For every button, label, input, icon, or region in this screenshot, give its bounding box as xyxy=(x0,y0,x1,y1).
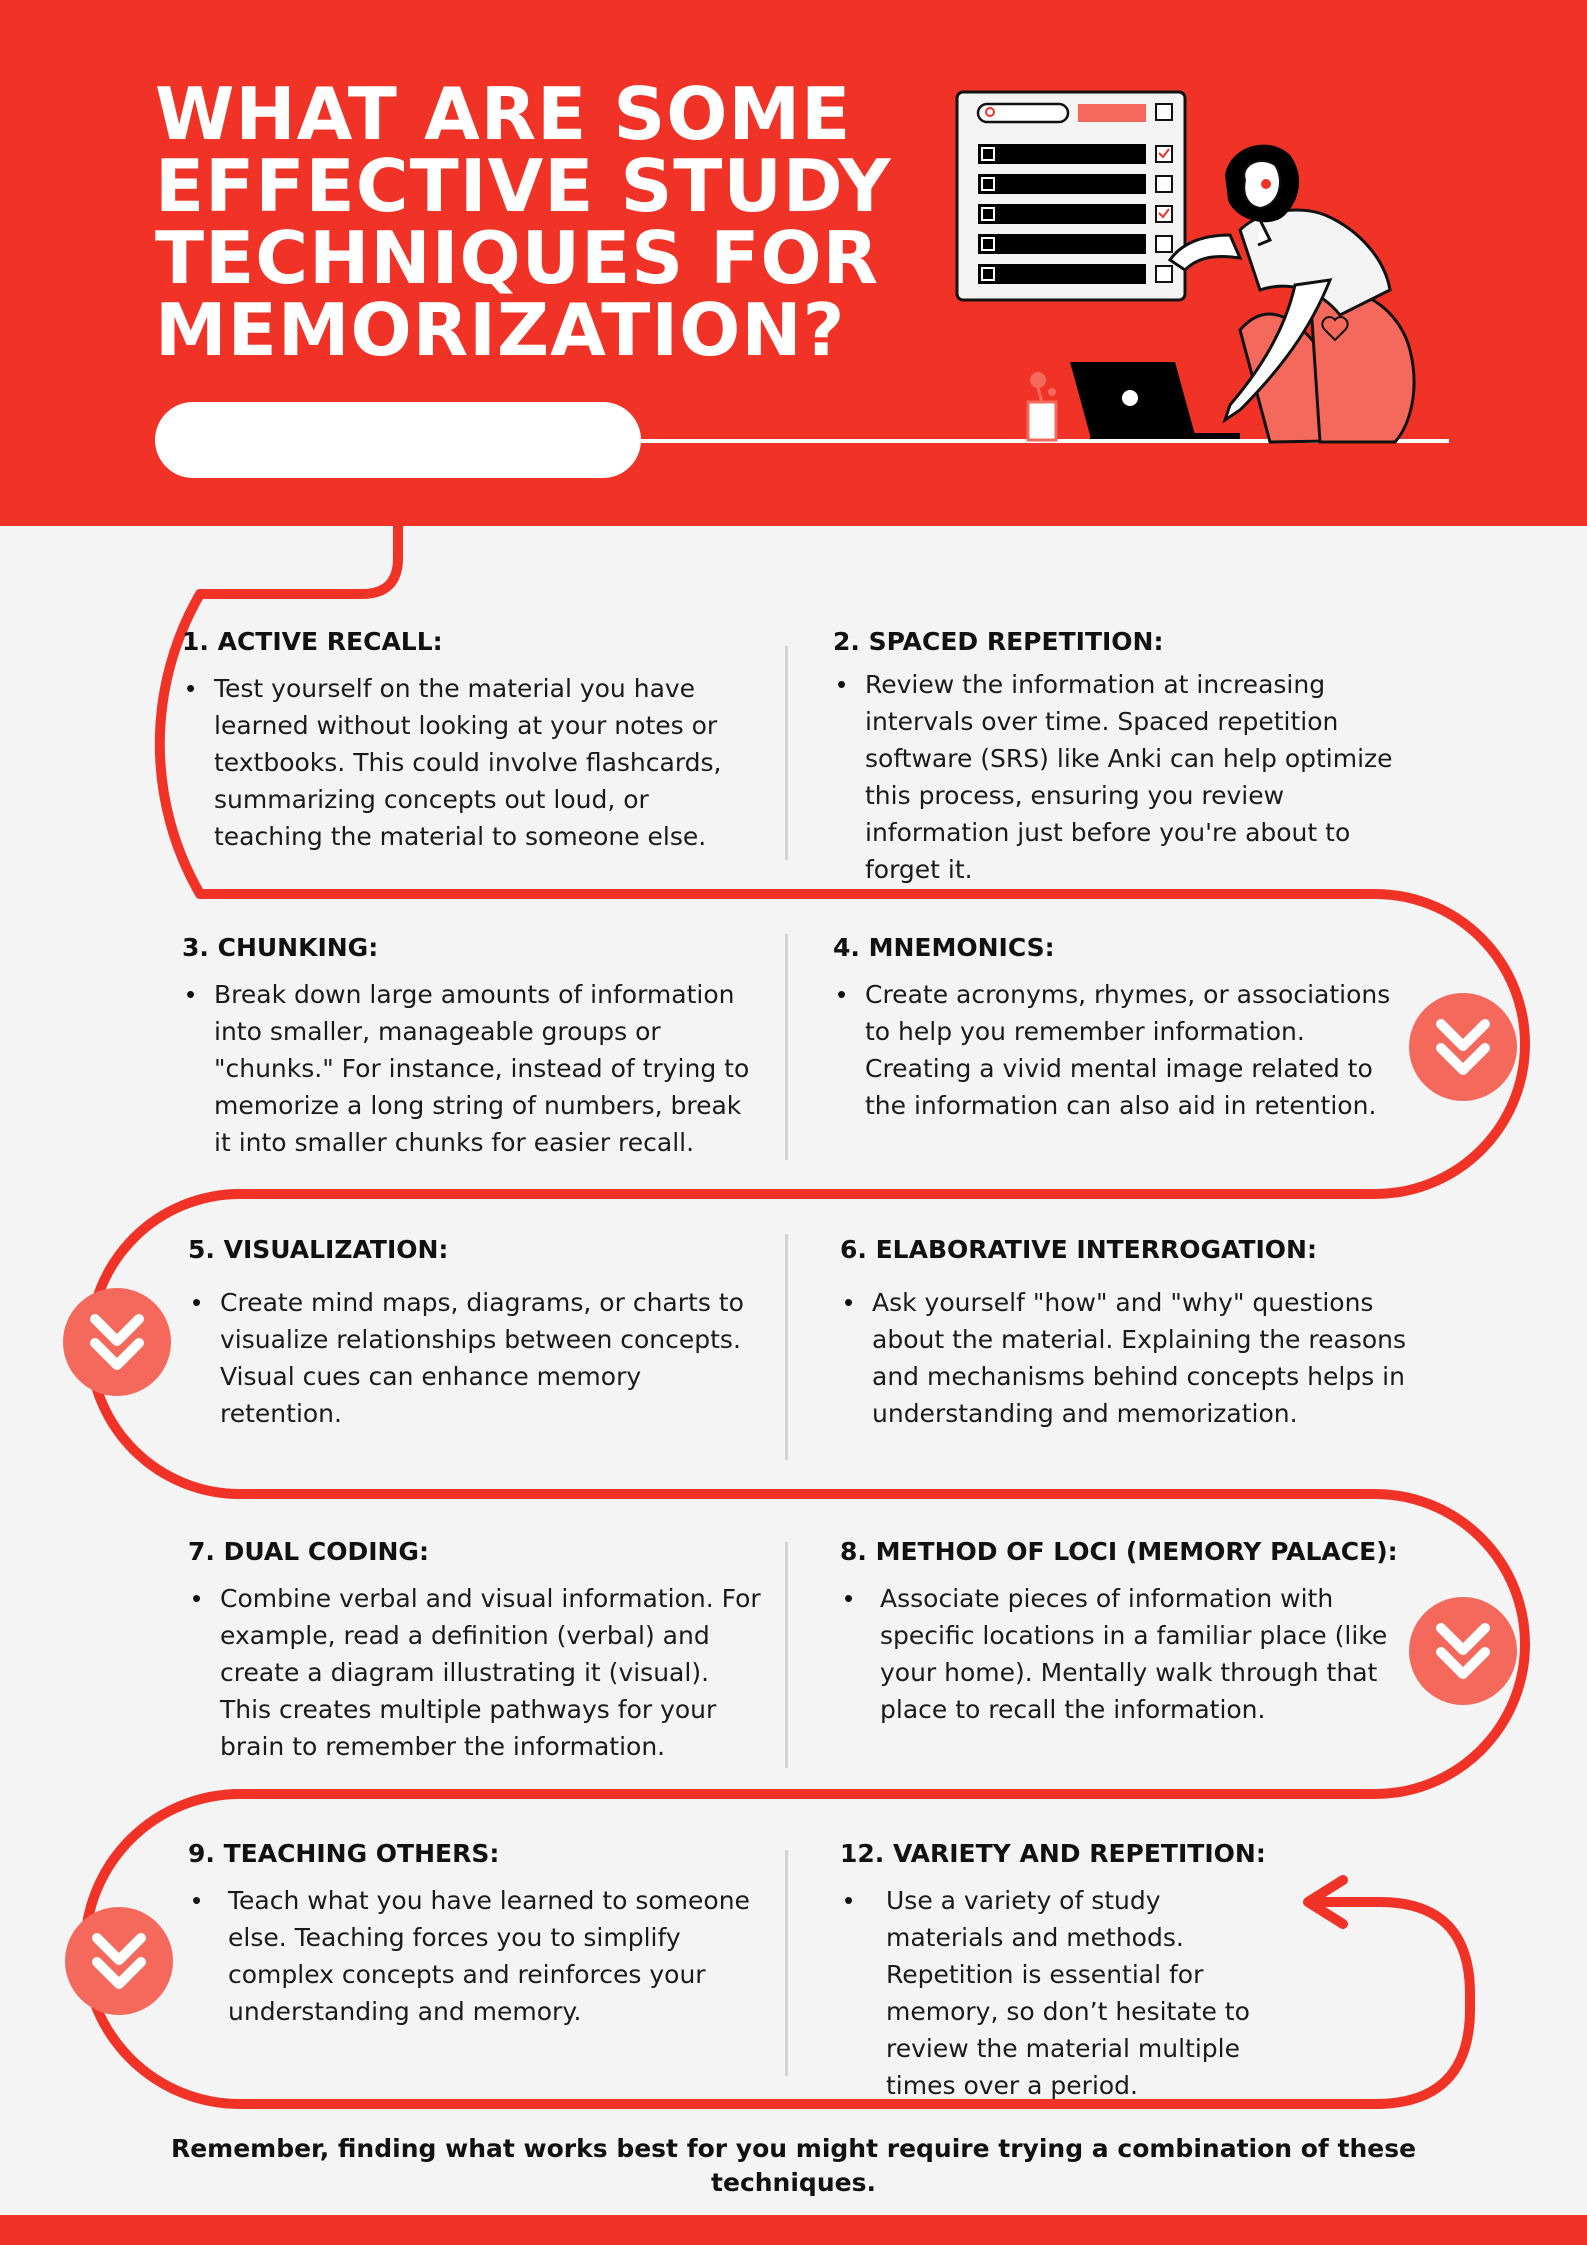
bullet-dot: • xyxy=(844,1885,854,1915)
technique-visualization xyxy=(188,1234,763,1432)
technique-title: 1. ACTIVE RECALL: xyxy=(182,627,443,656)
bottom-bar xyxy=(0,2215,1587,2245)
double-chevron-down-icon xyxy=(1408,992,1518,1102)
bullet-dot: • xyxy=(186,979,196,1009)
technique-description: Review the information at increasing intervals over time. Spaced repetition software (SRS) like Anki can help optimize this process, ensuring you review information just before you're about to forget it. xyxy=(865,670,1393,884)
bullet-dot: • xyxy=(837,979,847,1009)
technique-title: 3. CHUNKING: xyxy=(182,933,379,962)
title-line: WHAT ARE SOME xyxy=(155,72,852,156)
title-line: TECHNIQUES FOR xyxy=(155,216,880,300)
title-line: MEMORIZATION? xyxy=(155,288,846,372)
bullet-dot: • xyxy=(837,669,847,699)
technique-title: 4. MNEMONICS: xyxy=(833,933,1055,962)
technique-description: Create acronyms, rhymes, or associations to help you remember information. Creating a vivid mental image related to the information can also aid in retention. xyxy=(865,980,1391,1120)
bullet-dot: • xyxy=(192,1885,202,1915)
technique-description: Create mind maps, diagrams, or charts to visualize relationships between concepts. Visual cues can enhance memory retention. xyxy=(220,1288,744,1428)
technique-description: Use a variety of study materials and methods. Repetition is essential for memory, so don’t hesitate to review the material multiple times over a period. xyxy=(886,1886,1250,2100)
double-chevron-down-icon xyxy=(64,1906,174,2016)
technique-description: Teach what you have learned to someone else. Teaching forces you to simplify complex concepts and reinforces your understanding and memory. xyxy=(228,1886,750,2026)
technique-chunking xyxy=(182,932,762,1161)
bullet-dot: • xyxy=(844,1583,854,1613)
column-divider xyxy=(785,934,788,1160)
footer-note: Remember, finding what works best for you might require trying a combination of these techniques. xyxy=(170,2134,1417,2197)
technique-description: Break down large amounts of information into smaller, manageable groups or "chunks." For instance, instead of trying to memorize a long string of numbers, break it into smaller chunks for easier recall. xyxy=(214,980,750,1157)
technique-description: Ask yourself "how" and "why" questions about the material. Explaining the reasons and mechanisms behind concepts helps in understanding and memorization. xyxy=(872,1288,1407,1428)
technique-variety-and-repetition xyxy=(840,1838,1280,2104)
bullet-dot: • xyxy=(192,1287,202,1317)
technique-title: 2. SPACED REPETITION: xyxy=(833,627,1164,656)
column-divider xyxy=(785,646,788,860)
double-chevron-down-icon xyxy=(1408,1596,1518,1706)
technique-spaced-repetition xyxy=(833,626,1413,888)
bullet-dot: • xyxy=(192,1583,202,1613)
technique-description: Combine verbal and visual information. For example, read a definition (verbal) and create a diagram illustrating it (visual). This creates multiple pathways for your brain to remember the information. xyxy=(220,1584,761,1761)
technique-mnemonics xyxy=(833,932,1393,1124)
technique-title: 5. VISUALIZATION: xyxy=(188,1235,449,1264)
technique-active-recall xyxy=(182,626,762,855)
technique-description: Test yourself on the material you have learned without looking at your notes or textbooks. This could involve flashcards, summarizing concepts out loud, or teaching the material to someone else. xyxy=(214,674,722,851)
technique-dual-coding xyxy=(188,1536,763,1765)
technique-title: 8. METHOD OF LOCI (MEMORY PALACE): xyxy=(840,1537,1398,1566)
bullet-dot: • xyxy=(844,1287,854,1317)
column-divider xyxy=(785,1234,788,1460)
technique-method-of-loci xyxy=(840,1536,1400,1728)
technique-title: 12. VARIETY AND REPETITION: xyxy=(840,1839,1266,1868)
technique-title: 9. TEACHING OTHERS: xyxy=(188,1839,500,1868)
technique-title: 7. DUAL CODING: xyxy=(188,1537,429,1566)
column-divider xyxy=(785,1542,788,1768)
bullet-dot: • xyxy=(186,673,196,703)
technique-elaborative-interrogation xyxy=(840,1234,1410,1432)
column-divider xyxy=(785,1850,788,2076)
double-chevron-down-icon xyxy=(62,1287,172,1397)
technique-teaching-others xyxy=(188,1838,768,2030)
technique-title: 6. ELABORATIVE INTERROGATION: xyxy=(840,1235,1317,1264)
title-line: EFFECTIVE STUDY xyxy=(155,144,892,228)
technique-description: Associate pieces of information with specific locations in a familiar place (like your home). Mentally walk through that place to recall the information. xyxy=(880,1584,1388,1724)
